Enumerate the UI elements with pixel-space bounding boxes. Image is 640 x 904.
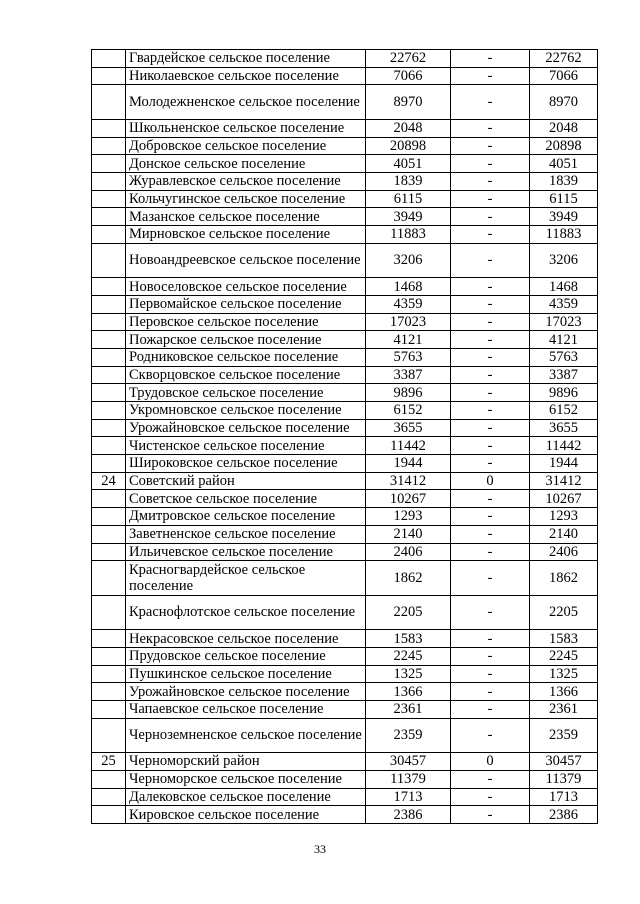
total-cell: 2245 <box>530 647 598 665</box>
value-cell: 1468 <box>366 278 451 296</box>
extra-cell: 0 <box>451 472 530 490</box>
settlement-name-cell: Добровское сельское поселение <box>126 137 366 155</box>
table-row <box>92 595 598 630</box>
total-cell: 11379 <box>530 770 598 788</box>
row-number-cell <box>92 508 126 526</box>
settlement-name-cell: Пожарское сельское поселение <box>126 331 366 349</box>
total-cell: 2048 <box>530 119 598 137</box>
extra-cell: - <box>451 348 530 366</box>
value-cell: 2205 <box>366 595 451 630</box>
row-number-cell <box>92 806 126 824</box>
row-number-cell <box>92 770 126 788</box>
extra-cell: - <box>451 190 530 208</box>
table-row <box>92 295 598 313</box>
settlement-name-cell: Новоселовское сельское поселение <box>126 278 366 296</box>
extra-cell: - <box>451 770 530 788</box>
table-row <box>92 208 598 226</box>
settlement-name-cell: Родниковское сельское поселение <box>126 348 366 366</box>
total-cell: 6115 <box>530 190 598 208</box>
table-row <box>92 718 598 753</box>
settlement-name-cell: Широковское сельское поселение <box>126 455 366 473</box>
extra-cell: - <box>451 50 530 68</box>
value-cell: 4051 <box>366 155 451 173</box>
table-row <box>92 561 598 596</box>
value-cell: 1862 <box>366 561 451 596</box>
total-cell: 1366 <box>530 683 598 701</box>
extra-cell: - <box>451 508 530 526</box>
extra-cell: - <box>451 119 530 137</box>
extra-cell: - <box>451 788 530 806</box>
table-row <box>92 455 598 473</box>
extra-cell: - <box>451 208 530 226</box>
table-row <box>92 155 598 173</box>
table-row <box>92 788 598 806</box>
row-number-cell <box>92 226 126 244</box>
table-row <box>92 313 598 331</box>
row-number-cell <box>92 243 126 278</box>
table-row <box>92 137 598 155</box>
table-row <box>92 543 598 561</box>
row-number-cell <box>92 718 126 753</box>
extra-cell: - <box>451 647 530 665</box>
value-cell: 3949 <box>366 208 451 226</box>
extra-cell: - <box>451 226 530 244</box>
total-cell: 17023 <box>530 313 598 331</box>
total-cell: 1325 <box>530 665 598 683</box>
row-number-cell <box>92 50 126 68</box>
extra-cell: - <box>451 595 530 630</box>
total-cell: 7066 <box>530 67 598 85</box>
row-number-cell <box>92 208 126 226</box>
row-number-cell <box>92 67 126 85</box>
table-row <box>92 226 598 244</box>
value-cell: 3387 <box>366 366 451 384</box>
row-number-cell <box>92 437 126 455</box>
table-row <box>92 490 598 508</box>
total-cell: 3655 <box>530 419 598 437</box>
settlement-name-cell: Перовское сельское поселение <box>126 313 366 331</box>
table-row <box>92 50 598 68</box>
row-number-cell <box>92 190 126 208</box>
value-cell: 2386 <box>366 806 451 824</box>
total-cell: 2361 <box>530 700 598 718</box>
total-cell: 1293 <box>530 508 598 526</box>
settlement-name-cell: Урожайновское сельское поселение <box>126 683 366 701</box>
table-body <box>92 50 598 824</box>
value-cell: 30457 <box>366 753 451 771</box>
row-number-cell <box>92 665 126 683</box>
settlement-name-cell: Скворцовское сельское поселение <box>126 366 366 384</box>
total-cell: 9896 <box>530 384 598 402</box>
value-cell: 5763 <box>366 348 451 366</box>
extra-cell: - <box>451 665 530 683</box>
total-cell: 1944 <box>530 455 598 473</box>
extra-cell: - <box>451 683 530 701</box>
value-cell: 1583 <box>366 630 451 648</box>
table-row <box>92 331 598 349</box>
row-number-cell <box>92 419 126 437</box>
total-cell: 4359 <box>530 295 598 313</box>
settlement-name-cell: Красногвардейское сельское поселение <box>126 561 366 596</box>
value-cell: 6115 <box>366 190 451 208</box>
settlement-name-cell: Новоандреевское сельское поселение <box>126 243 366 278</box>
extra-cell: - <box>451 700 530 718</box>
row-number-cell <box>92 595 126 630</box>
total-cell: 1468 <box>530 278 598 296</box>
extra-cell: - <box>451 278 530 296</box>
extra-cell: - <box>451 437 530 455</box>
value-cell: 10267 <box>366 490 451 508</box>
value-cell: 2406 <box>366 543 451 561</box>
total-cell: 8970 <box>530 85 598 120</box>
settlement-name-cell: Первомайское сельское поселение <box>126 295 366 313</box>
row-number-cell <box>92 561 126 596</box>
total-cell: 1713 <box>530 788 598 806</box>
settlement-name-cell: Некрасовское сельское поселение <box>126 630 366 648</box>
extra-cell: - <box>451 402 530 420</box>
row-number-cell <box>92 278 126 296</box>
value-cell: 7066 <box>366 67 451 85</box>
extra-cell: - <box>451 490 530 508</box>
extra-cell: - <box>451 630 530 648</box>
value-cell: 17023 <box>366 313 451 331</box>
value-cell: 6152 <box>366 402 451 420</box>
total-cell: 2205 <box>530 595 598 630</box>
settlement-name-cell: Гвардейское сельское поселение <box>126 50 366 68</box>
extra-cell: - <box>451 366 530 384</box>
row-number-cell <box>92 543 126 561</box>
table-row <box>92 525 598 543</box>
table-row <box>92 172 598 190</box>
table-row <box>92 753 598 771</box>
table-row <box>92 85 598 120</box>
row-number-cell: 24 <box>92 472 126 490</box>
settlement-name-cell: Советское сельское поселение <box>126 490 366 508</box>
value-cell: 2361 <box>366 700 451 718</box>
table-row <box>92 437 598 455</box>
value-cell: 4121 <box>366 331 451 349</box>
total-cell: 2406 <box>530 543 598 561</box>
value-cell: 1839 <box>366 172 451 190</box>
total-cell: 3949 <box>530 208 598 226</box>
value-cell: 3206 <box>366 243 451 278</box>
row-number-cell <box>92 490 126 508</box>
table-row <box>92 67 598 85</box>
total-cell: 3387 <box>530 366 598 384</box>
table-row <box>92 119 598 137</box>
total-cell: 20898 <box>530 137 598 155</box>
row-number-cell <box>92 683 126 701</box>
extra-cell: - <box>451 525 530 543</box>
settlement-name-cell: Молодежненское сельское поселение <box>126 85 366 120</box>
settlement-name-cell: Заветненское сельское поселение <box>126 525 366 543</box>
extra-cell: - <box>451 295 530 313</box>
total-cell: 2359 <box>530 718 598 753</box>
row-number-cell <box>92 630 126 648</box>
page-number: 33 <box>314 842 326 856</box>
row-number-cell <box>92 85 126 120</box>
row-number-cell <box>92 155 126 173</box>
extra-cell: - <box>451 331 530 349</box>
total-cell: 11883 <box>530 226 598 244</box>
settlement-name-cell: Дмитровское сельское поселение <box>126 508 366 526</box>
table-row <box>92 402 598 420</box>
value-cell: 2359 <box>366 718 451 753</box>
row-number-cell <box>92 137 126 155</box>
row-number-cell <box>92 384 126 402</box>
total-cell: 1583 <box>530 630 598 648</box>
table-row <box>92 508 598 526</box>
extra-cell: - <box>451 85 530 120</box>
total-cell: 5763 <box>530 348 598 366</box>
row-number-cell <box>92 647 126 665</box>
extra-cell: - <box>451 67 530 85</box>
value-cell: 2245 <box>366 647 451 665</box>
total-cell: 6152 <box>530 402 598 420</box>
total-cell: 31412 <box>530 472 598 490</box>
row-number-cell <box>92 366 126 384</box>
table-row <box>92 384 598 402</box>
row-number-cell <box>92 331 126 349</box>
extra-cell: - <box>451 419 530 437</box>
settlement-name-cell: Николаевское сельское поселение <box>126 67 366 85</box>
value-cell: 2140 <box>366 525 451 543</box>
table-row <box>92 770 598 788</box>
total-cell: 3206 <box>530 243 598 278</box>
row-number-cell <box>92 700 126 718</box>
extra-cell: - <box>451 384 530 402</box>
settlement-name-cell: Черноморский район <box>126 753 366 771</box>
extra-cell: - <box>451 243 530 278</box>
value-cell: 3655 <box>366 419 451 437</box>
row-number-cell <box>92 402 126 420</box>
total-cell: 2140 <box>530 525 598 543</box>
total-cell: 22762 <box>530 50 598 68</box>
row-number-cell <box>92 313 126 331</box>
table-row <box>92 243 598 278</box>
value-cell: 20898 <box>366 137 451 155</box>
settlement-name-cell: Черноморское сельское поселение <box>126 770 366 788</box>
extra-cell: - <box>451 806 530 824</box>
settlement-name-cell: Черноземненское сельское поселение <box>126 718 366 753</box>
table-row <box>92 700 598 718</box>
settlement-name-cell: Укромновское сельское поселение <box>126 402 366 420</box>
table-row <box>92 348 598 366</box>
table-row <box>92 806 598 824</box>
table-row <box>92 419 598 437</box>
row-number-cell <box>92 525 126 543</box>
table-row <box>92 683 598 701</box>
row-number-cell: 25 <box>92 753 126 771</box>
value-cell: 1293 <box>366 508 451 526</box>
table-row <box>92 472 598 490</box>
value-cell: 2048 <box>366 119 451 137</box>
settlement-name-cell: Урожайновское сельское поселение <box>126 419 366 437</box>
settlement-name-cell: Кольчугинское сельское поселение <box>126 190 366 208</box>
settlement-name-cell: Далековское сельское поселение <box>126 788 366 806</box>
value-cell: 11883 <box>366 226 451 244</box>
value-cell: 9896 <box>366 384 451 402</box>
settlement-name-cell: Мирновское сельское поселение <box>126 226 366 244</box>
row-number-cell <box>92 295 126 313</box>
total-cell: 2386 <box>530 806 598 824</box>
total-cell: 1862 <box>530 561 598 596</box>
total-cell: 30457 <box>530 753 598 771</box>
table-row <box>92 278 598 296</box>
total-cell: 11442 <box>530 437 598 455</box>
extra-cell: - <box>451 155 530 173</box>
value-cell: 1713 <box>366 788 451 806</box>
value-cell: 4359 <box>366 295 451 313</box>
extra-cell: - <box>451 543 530 561</box>
settlement-name-cell: Чапаевское сельское поселение <box>126 700 366 718</box>
settlement-name-cell: Кировское сельское поселение <box>126 806 366 824</box>
extra-cell: - <box>451 137 530 155</box>
settlement-name-cell: Журавлевское сельское поселение <box>126 172 366 190</box>
value-cell: 11379 <box>366 770 451 788</box>
row-number-cell <box>92 788 126 806</box>
extra-cell: - <box>451 313 530 331</box>
row-number-cell <box>92 348 126 366</box>
total-cell: 1839 <box>530 172 598 190</box>
table-row <box>92 647 598 665</box>
row-number-cell <box>92 172 126 190</box>
extra-cell: - <box>451 455 530 473</box>
settlement-name-cell: Трудовское сельское поселение <box>126 384 366 402</box>
value-cell: 22762 <box>366 50 451 68</box>
row-number-cell <box>92 455 126 473</box>
table-row <box>92 366 598 384</box>
value-cell: 31412 <box>366 472 451 490</box>
extra-cell: - <box>451 718 530 753</box>
table-row <box>92 665 598 683</box>
settlement-name-cell: Краснофлотское сельское поселение <box>126 595 366 630</box>
settlement-name-cell: Советский район <box>126 472 366 490</box>
value-cell: 11442 <box>366 437 451 455</box>
total-cell: 4121 <box>530 331 598 349</box>
total-cell: 10267 <box>530 490 598 508</box>
value-cell: 1366 <box>366 683 451 701</box>
extra-cell: - <box>451 561 530 596</box>
settlement-name-cell: Прудовское сельское поселение <box>126 647 366 665</box>
value-cell: 1325 <box>366 665 451 683</box>
population-table <box>91 49 598 824</box>
settlement-name-cell: Пушкинское сельское поселение <box>126 665 366 683</box>
settlement-name-cell: Чистенское сельское поселение <box>126 437 366 455</box>
settlement-name-cell: Мазанское сельское поселение <box>126 208 366 226</box>
settlement-name-cell: Ильичевское сельское поселение <box>126 543 366 561</box>
value-cell: 8970 <box>366 85 451 120</box>
table-row <box>92 630 598 648</box>
total-cell: 4051 <box>530 155 598 173</box>
table-row <box>92 190 598 208</box>
extra-cell: 0 <box>451 753 530 771</box>
extra-cell: - <box>451 172 530 190</box>
settlement-name-cell: Школьненское сельское поселение <box>126 119 366 137</box>
row-number-cell <box>92 119 126 137</box>
settlement-name-cell: Донское сельское поселение <box>126 155 366 173</box>
value-cell: 1944 <box>366 455 451 473</box>
